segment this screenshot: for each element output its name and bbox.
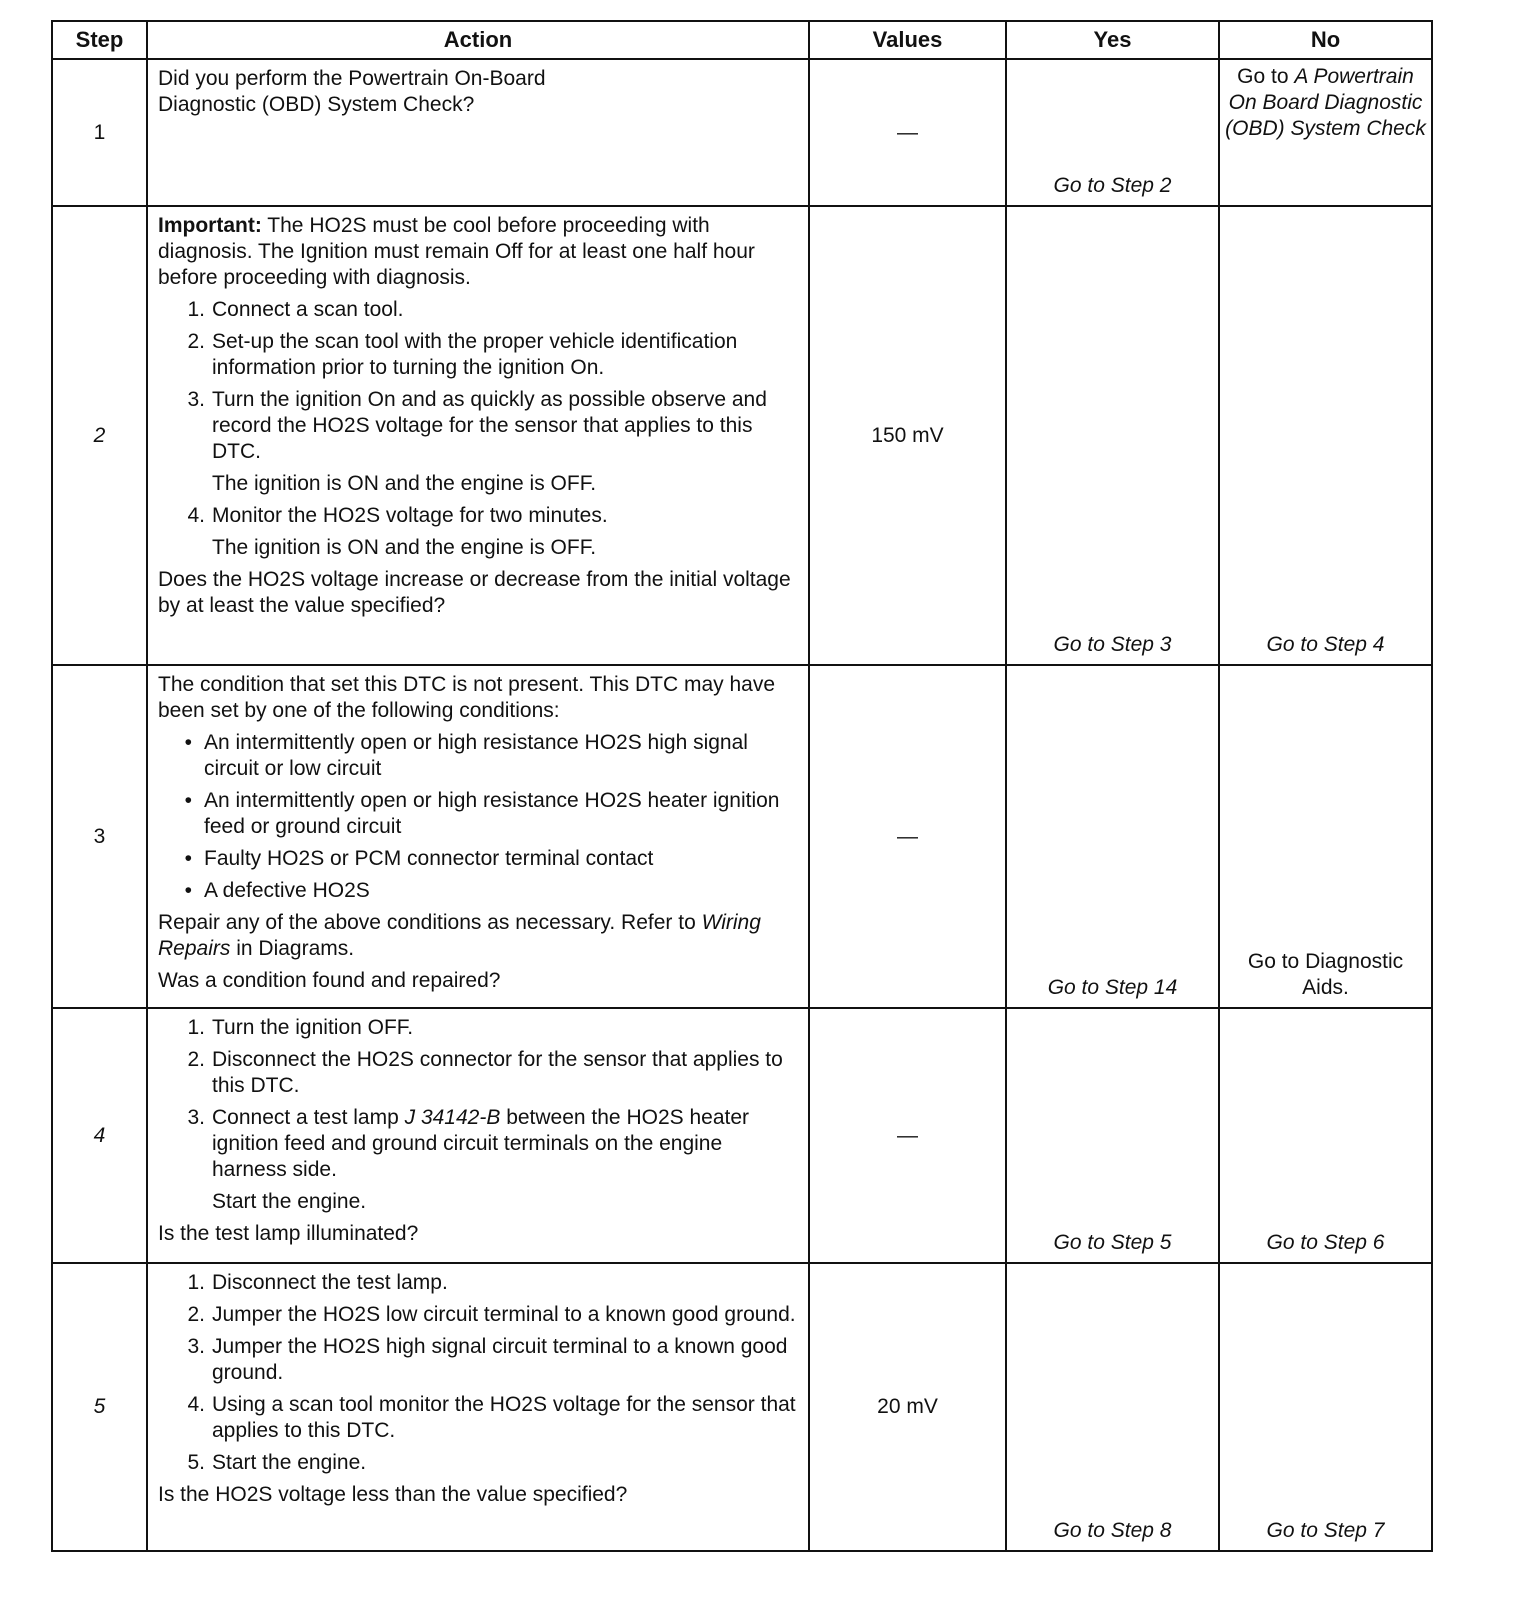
- item-number: 2.: [187, 1048, 205, 1071]
- list-item: [158, 503, 798, 529]
- step-number: 4: [52, 1008, 147, 1263]
- header-action: Action: [147, 21, 809, 59]
- item-text: Monitor the HO2S voltage for two minutes.: [212, 504, 608, 527]
- list-item: [158, 1392, 798, 1444]
- item-number: 2.: [187, 330, 205, 353]
- no-cell: Go to Diagnostic Aids.: [1219, 665, 1432, 1008]
- yes-cell: Go to Step 14: [1006, 665, 1219, 1008]
- list-item: [158, 1015, 798, 1041]
- substep-text: The ignition is ON and the engine is OFF.: [212, 536, 597, 559]
- no-cell: Go to Step 6: [1219, 1008, 1432, 1263]
- table-row: [52, 1008, 1432, 1263]
- item-text: [212, 1105, 798, 1183]
- item-number: 3.: [187, 1106, 205, 1129]
- item-text: Connect a scan tool.: [212, 298, 404, 321]
- item-number: 1.: [187, 298, 205, 321]
- item-text: Start the engine.: [212, 1451, 367, 1474]
- item-number: 3.: [187, 388, 205, 411]
- step-number: 1: [52, 59, 147, 206]
- no-cell: Go to Step 7: [1219, 1263, 1432, 1551]
- list-item: [158, 1105, 798, 1183]
- item-number: 5.: [187, 1451, 205, 1474]
- table-row: [52, 665, 1432, 1008]
- yes-cell: Go to Step 8: [1006, 1263, 1219, 1551]
- list-item: [158, 387, 798, 465]
- list-item: [158, 1270, 798, 1296]
- no-cell: [1219, 59, 1432, 206]
- item-text: Turn the ignition OFF.: [212, 1016, 414, 1039]
- item-number: 2.: [187, 1303, 205, 1326]
- header-no: No: [1219, 21, 1432, 59]
- bullet-text: Faulty HO2S or PCM connector terminal contact: [204, 847, 654, 870]
- bullet-icon: •: [184, 847, 192, 870]
- table-row: [52, 206, 1432, 665]
- list-item: [158, 1302, 798, 1328]
- no-reference: A Powertrain On Board Diagnostic (OBD) System Check: [1225, 65, 1426, 140]
- intro-text: The condition that set this DTC is not present. This DTC may have been set by one of the following conditions:: [158, 673, 776, 722]
- important-label: Important:: [158, 214, 262, 237]
- yes-cell: Go to Step 3: [1006, 206, 1219, 665]
- value-cell: —: [809, 59, 1006, 206]
- tool-reference: J 34142-B: [404, 1106, 501, 1129]
- value-cell: 20 mV: [809, 1263, 1006, 1551]
- header-step: Step: [52, 21, 147, 59]
- yes-cell: Go to Step 2: [1006, 59, 1219, 206]
- item-text: Using a scan tool monitor the HO2S voltage for the sensor that applies to this DTC.: [212, 1393, 796, 1442]
- repair-suffix: in Diagrams.: [236, 937, 355, 960]
- bullet-text: A defective HO2S: [204, 879, 370, 902]
- header-yes: Yes: [1006, 21, 1219, 59]
- yes-cell: Go to Step 5: [1006, 1008, 1219, 1263]
- bullet-icon: •: [184, 879, 192, 902]
- question-text: Is the test lamp illuminated?: [158, 1222, 419, 1245]
- substep-text: The ignition is ON and the engine is OFF.: [212, 472, 597, 495]
- step-number: 5: [52, 1263, 147, 1551]
- item-text: Jumper the HO2S low circuit terminal to a known good ground.: [212, 1303, 796, 1326]
- item-text: Turn the ignition On and as quickly as possible observe and record the HO2S voltage for the sensor that applies to this DTC.: [212, 388, 767, 463]
- header-row: [52, 21, 1432, 59]
- action-cell: [147, 1008, 809, 1263]
- bullet-text: An intermittently open or high resistance HO2S high signal circuit or low circuit: [204, 731, 748, 780]
- table-row: [52, 59, 1432, 206]
- item-text: Set-up the scan tool with the proper vehicle identification information prior to turning the ignition On.: [212, 330, 738, 379]
- action-cell: [147, 665, 809, 1008]
- action-cell: [147, 1263, 809, 1551]
- item-number: 1.: [187, 1016, 205, 1039]
- step-number: 3: [52, 665, 147, 1008]
- list-item: [158, 1450, 798, 1476]
- header-values: Values: [809, 21, 1006, 59]
- diagnostic-table: [51, 20, 1433, 1552]
- item-text: Disconnect the test lamp.: [212, 1271, 448, 1294]
- item-text: Jumper the HO2S high signal circuit terminal to a known good ground.: [212, 1335, 788, 1384]
- list-item: [158, 329, 798, 381]
- important-note: [158, 213, 798, 291]
- item-number: 1.: [187, 1271, 205, 1294]
- item-number: 4.: [187, 1393, 205, 1416]
- list-item: [158, 297, 798, 323]
- bullet-item: [158, 730, 798, 782]
- important-text: The HO2S must be cool before proceeding with diagnosis. The Ignition must remain Off for at least one half hour before proceeding with diagnosis.: [158, 214, 755, 289]
- bullet-item: [158, 788, 798, 840]
- bullet-item: [158, 878, 798, 904]
- value-cell: —: [809, 1008, 1006, 1263]
- item-text: Disconnect the HO2S connector for the sensor that applies to this DTC.: [212, 1048, 783, 1097]
- repair-reference: Wiring Repairs: [158, 911, 761, 960]
- value-cell: —: [809, 665, 1006, 1008]
- list-item: [158, 1047, 798, 1099]
- item-number: 3.: [187, 1335, 205, 1358]
- repair-prefix: Repair any of the above conditions as necessary. Refer to: [158, 911, 696, 934]
- question-text: Did you perform the Powertrain On-Board Diagnostic (OBD) System Check?: [158, 67, 546, 116]
- value-cell: 150 mV: [809, 206, 1006, 665]
- question-text: Was a condition found and repaired?: [158, 969, 501, 992]
- step-number: 2: [52, 206, 147, 665]
- repair-text: [158, 910, 798, 962]
- bullet-icon: •: [184, 731, 192, 754]
- item-number: 4.: [187, 504, 205, 527]
- item-text-suffix: between the HO2S heater ignition feed and ground circuit terminals on the engine harness side.: [212, 1106, 750, 1181]
- action-cell: [147, 59, 809, 206]
- bullet-text: An intermittently open or high resistance HO2S heater ignition feed or ground circuit: [204, 789, 780, 838]
- no-cell: Go to Step 4: [1219, 206, 1432, 665]
- substep-text: Start the engine.: [212, 1190, 367, 1213]
- table-row: [52, 1263, 1432, 1551]
- item-text-prefix: Connect a test lamp: [212, 1106, 399, 1129]
- question-text: Does the HO2S voltage increase or decrease from the initial voltage by at least the value specified?: [158, 568, 791, 617]
- bullet-item: [158, 846, 798, 872]
- question-text: Is the HO2S voltage less than the value specified?: [158, 1483, 628, 1506]
- list-item: [158, 1334, 798, 1386]
- no-prefix: Go to: [1237, 65, 1289, 88]
- action-cell: [147, 206, 809, 665]
- bullet-icon: •: [184, 789, 192, 812]
